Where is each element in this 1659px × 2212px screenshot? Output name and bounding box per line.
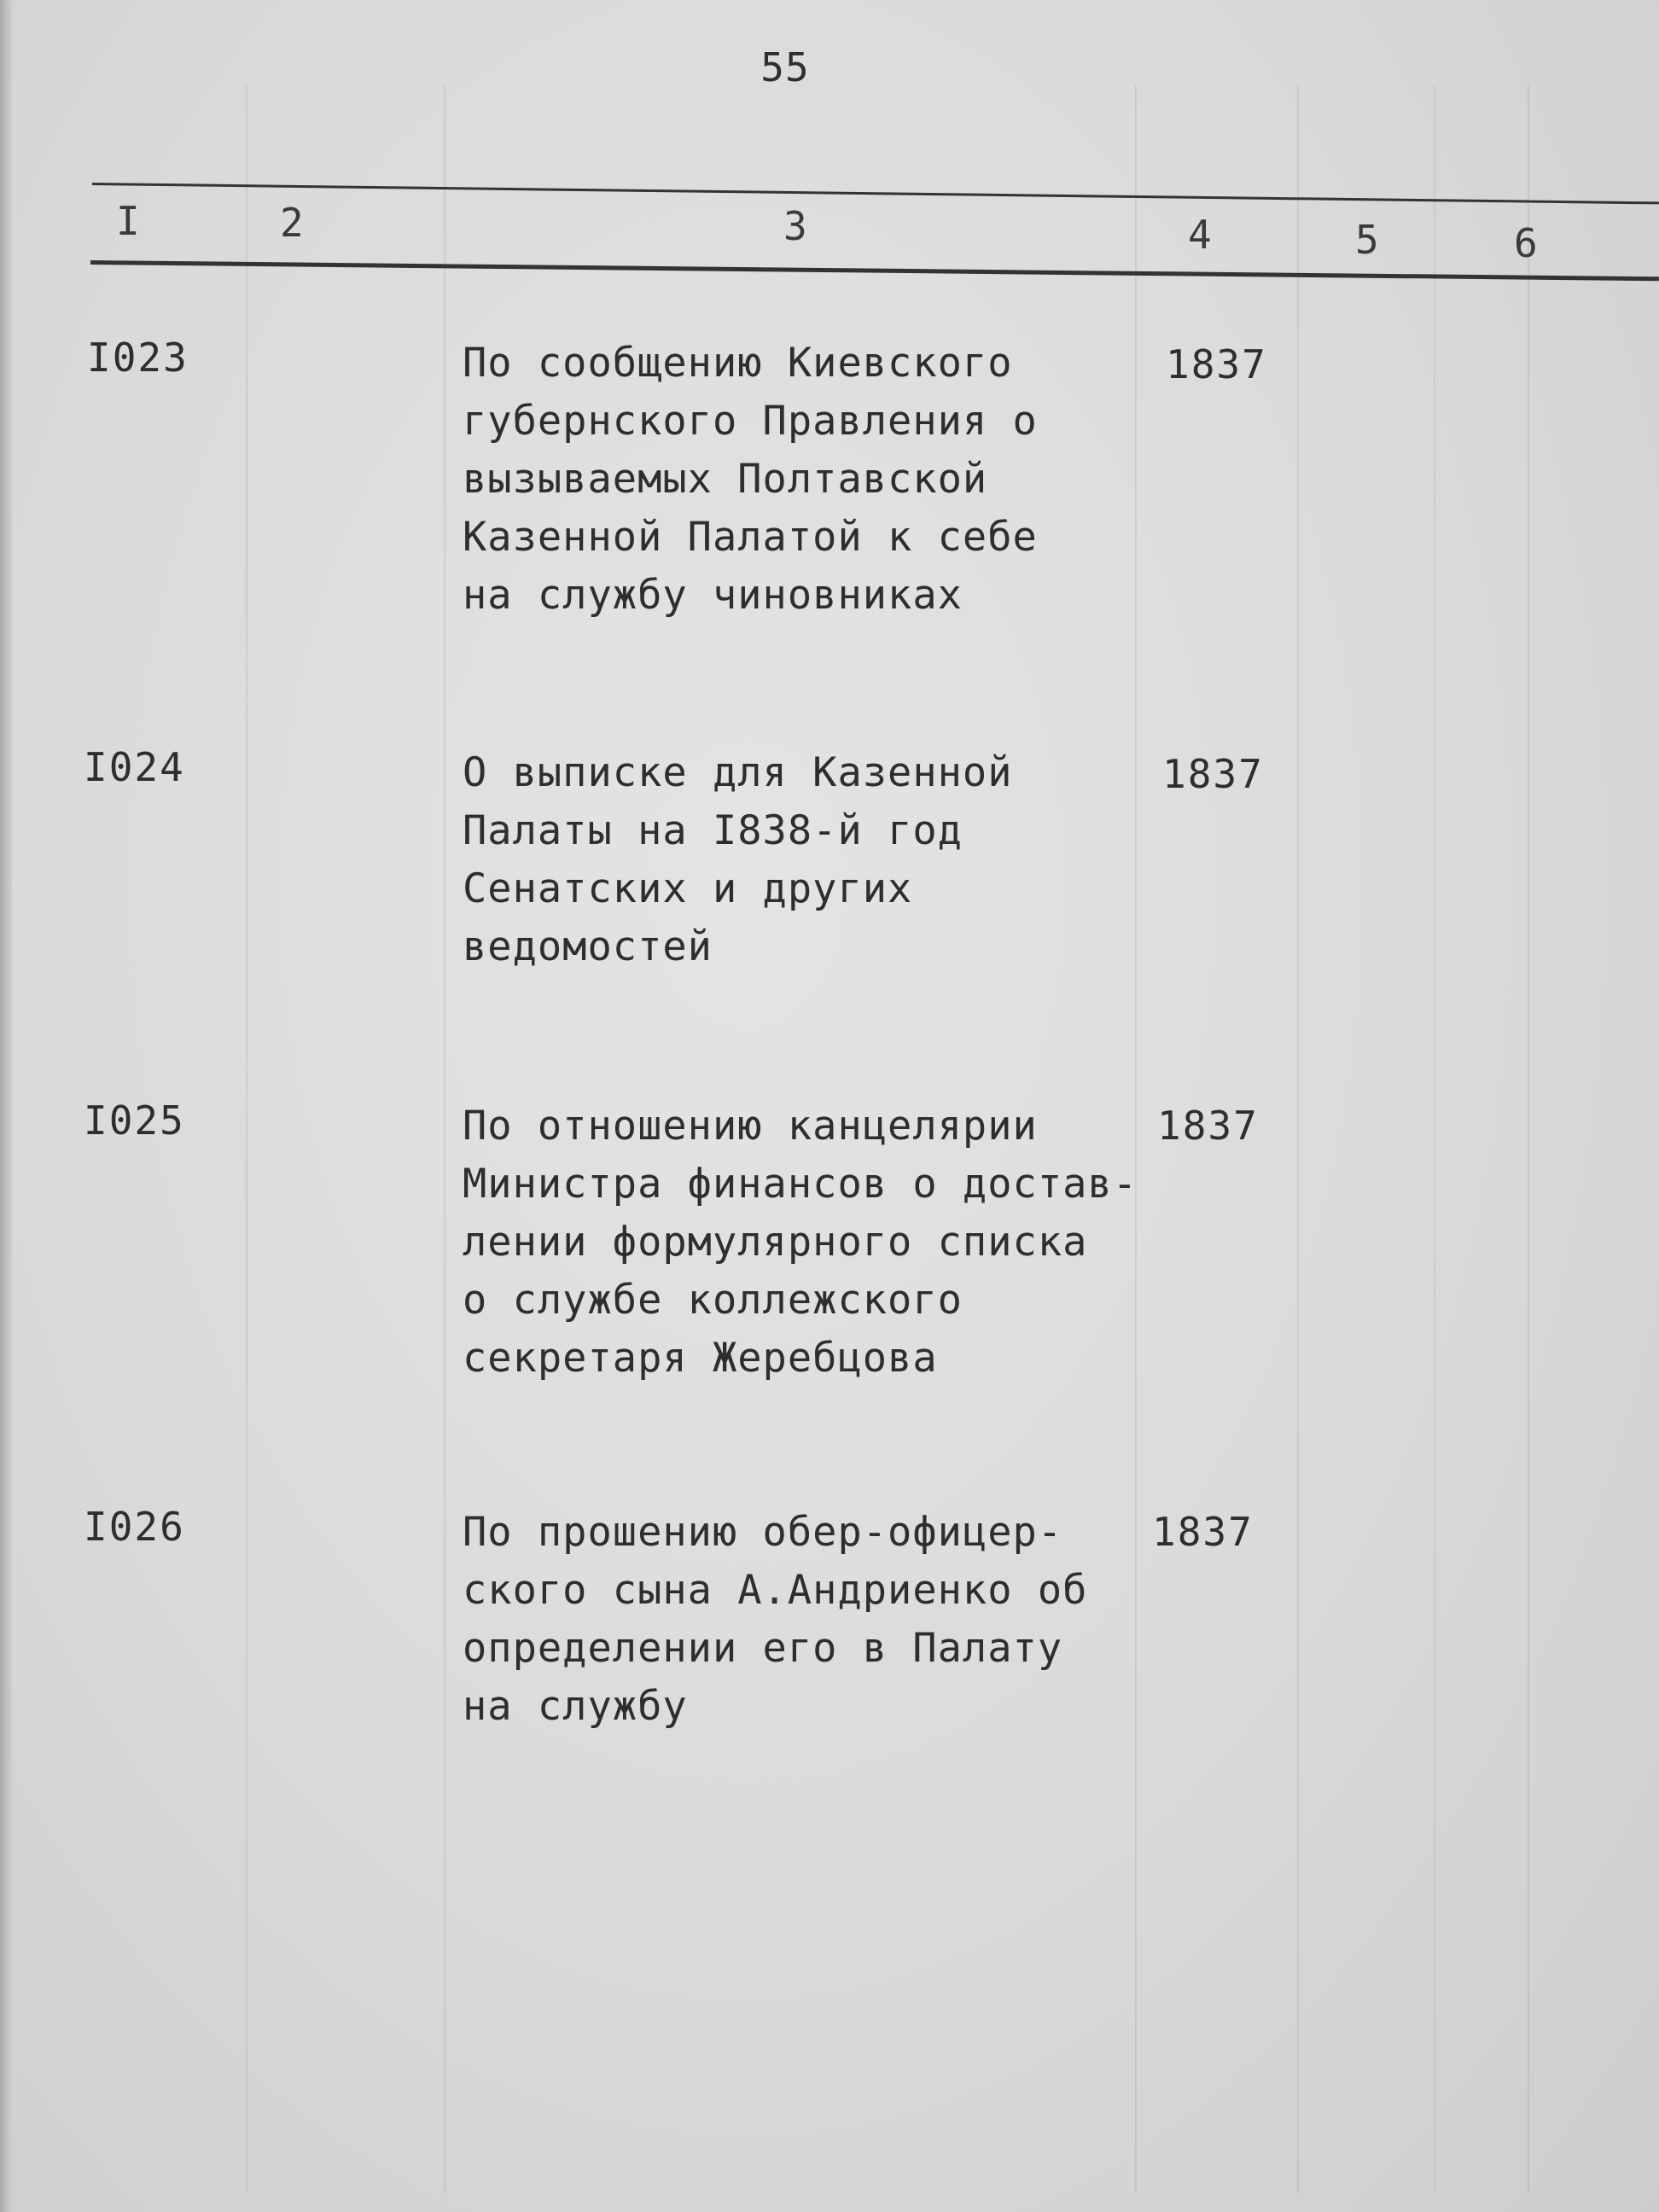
description-line: По сообщению Киевского (463, 340, 1013, 387)
column-header-4: 4 (1188, 212, 1212, 258)
header-rule-bottom (90, 260, 1659, 281)
description-line: вызываемых Полтавской (463, 456, 988, 503)
record-year: 1837 (1152, 1509, 1254, 1555)
description-line: Казенной Палатой к себе (463, 514, 1038, 561)
record-year: 1837 (1166, 341, 1267, 387)
description-line: секретаря Жеребцова (463, 1335, 938, 1382)
column-guide-line (1297, 85, 1299, 2193)
description-line: По отношению канцелярии (463, 1103, 1038, 1150)
description-line: на службу (463, 1683, 688, 1730)
record-description (463, 744, 1128, 976)
column-header-2: 2 (280, 200, 304, 246)
description-line: Сенатских и других (463, 865, 913, 912)
record-number: I025 (84, 1097, 185, 1144)
page-number: 55 (760, 44, 810, 90)
record-year: 1837 (1162, 751, 1264, 797)
record-description (463, 335, 1128, 625)
column-header-3: 3 (783, 203, 807, 249)
column-header-6: 6 (1514, 220, 1538, 266)
description-line: губернского Правления о (463, 398, 1038, 445)
record-description (463, 1097, 1138, 1388)
description-line: лении формулярного списка (463, 1219, 1088, 1266)
description-line: О выписке для Казенной (463, 749, 1013, 796)
column-guide-line (1434, 85, 1435, 2193)
column-guide-line (1135, 85, 1137, 2193)
description-line: По прошению обер-офицер- (463, 1509, 1063, 1556)
header-rule-top (92, 183, 1659, 204)
record-number: I023 (87, 335, 189, 381)
column-guide-line (246, 85, 247, 2193)
description-line: Палаты на I838-й год (463, 807, 963, 854)
description-line: ского сына А.Андриенко об (463, 1567, 1088, 1614)
description-line: определении его в Палату (463, 1625, 1063, 1672)
column-guide-line (444, 85, 445, 2193)
description-line: на службу чиновниках (463, 572, 963, 619)
description-line: о службе коллежского (463, 1277, 963, 1324)
column-header-1: I (116, 198, 140, 244)
column-guide-line (1528, 85, 1529, 2193)
page-edge-shadow (0, 0, 12, 2212)
record-year: 1837 (1157, 1103, 1259, 1149)
description-line: ведомостей (463, 923, 713, 970)
column-header-5: 5 (1355, 217, 1379, 263)
description-line: Министра финансов о достав- (463, 1161, 1138, 1208)
record-number: I026 (84, 1504, 185, 1550)
record-description (463, 1504, 1128, 1736)
record-number: I024 (84, 744, 185, 790)
